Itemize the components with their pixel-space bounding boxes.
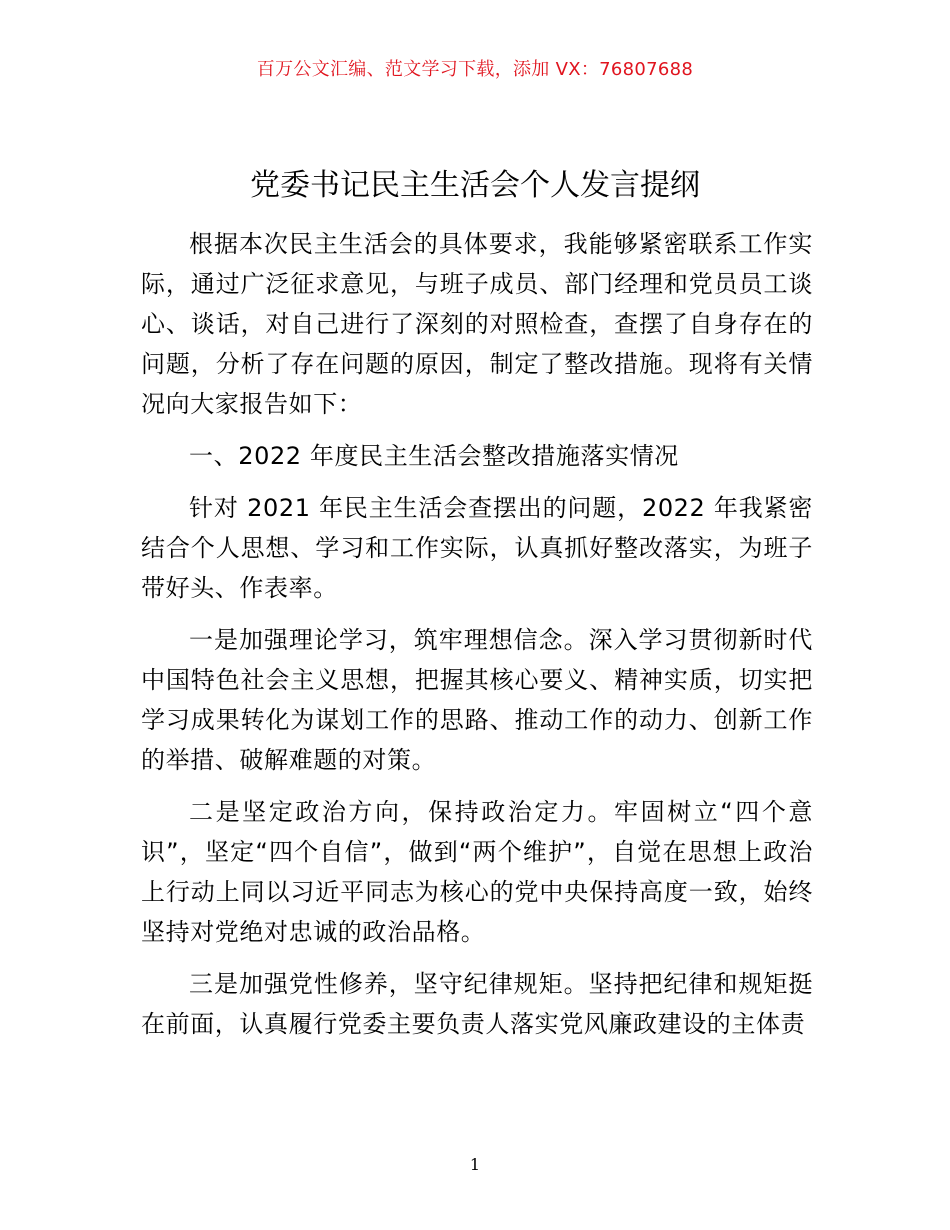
header-watermark-note: 百万公文汇编、范文学习下载，添加 VX：76807688 bbox=[256, 59, 694, 80]
page-number: 1 bbox=[469, 1155, 481, 1174]
paragraph-intro: 根据本次民主生活会的具体要求，我能够紧密联系工作实际，通过广泛征求意见，与班子成员、部门经理和党员员工谈心、谈话，对自己进行了深刻的对照检查，查摆了自身存在的问题，分析了存在问题的原因，制定了整改措施。现将有关情况向大家报告如下： bbox=[141, 230, 813, 418]
section-heading-1: 一、2022 年度民主生活会整改措施落实情况 bbox=[189, 442, 679, 470]
paragraph-point-3: 三是加强党性修养，坚守纪律规矩。坚持把纪律和规矩挺在前面，认真履行党委主要负责人落实党风廉政建设的主体责 bbox=[141, 970, 813, 1038]
document-title: 党委书记民主生活会个人发言提纲 bbox=[250, 168, 700, 203]
document-body bbox=[141, 224, 813, 1056]
paragraph-point-1: 一是加强理论学习，筑牢理想信念。深入学习贯彻新时代中国特色社会主义思想，把握其核心要义、精神实质，切实把学习成果转化为谋划工作的思路、推动工作的动力、创新工作的举措、破解难题的对策。 bbox=[141, 626, 813, 774]
paragraph-rectification-summary: 针对 2021 年民主生活会查摆出的问题，2022 年我紧密结合个人思想、学习和工作实际，认真抓好整改落实，为班子带好头、作表率。 bbox=[141, 494, 813, 602]
paragraph-point-2: 二是坚定政治方向，保持政治定力。牢固树立“四个意识”，坚定“四个自信”，做到“两个维护”，自觉在思想上政治上行动上同以习近平同志为核心的党中央保持高度一致，始终坚持对党绝对忠诚的政治品格。 bbox=[141, 798, 813, 946]
